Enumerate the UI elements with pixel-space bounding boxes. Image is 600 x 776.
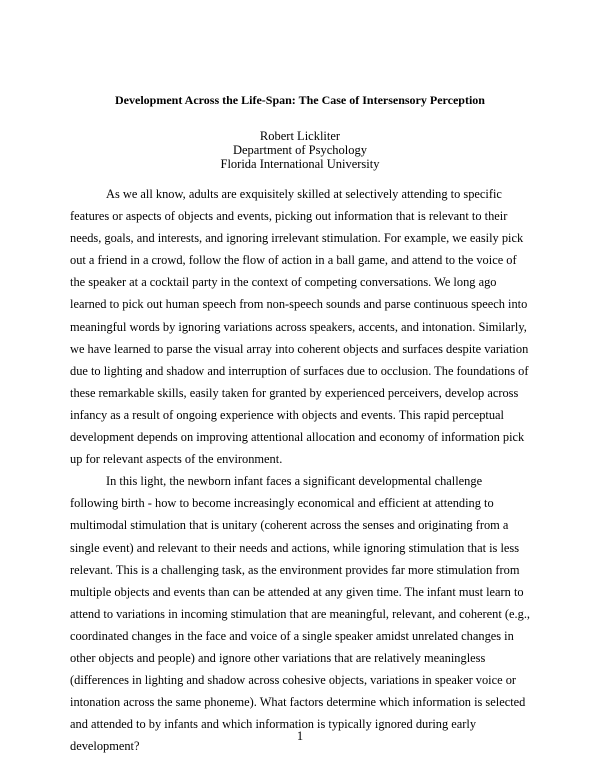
- author-university: Florida International University: [220, 157, 380, 171]
- paragraph-2: In this light, the newborn infant faces a significant developmental challenge following birth - how to become increasingly economical and efficient at attending to multimodal stimulation that is unitary (coherent across the senses and originating from a single event) and relevant to their needs and actions, while ignoring stimulation that is less relevant. This is a challenging task, as the environment provides far more stimulation from multiple objects and events than can be attended at any given time. The infant must learn to attend to variations in incoming stimulation that are meaningful, relevant, and coherent (e.g., coordinated changes in the face and voice of a single speaker amidst unrelated changes in other objects and people) and ignore other variations that are relatively meaningless (differences in lighting and shadow across cohesive objects, variations in speaker voice or intonation across the same phoneme). What factors determine which information is selected and attended to by infants and which information is typically ignored during early development?: [70, 474, 531, 754]
- author-block: [0, 129, 600, 171]
- page-number: 1: [296, 729, 304, 743]
- paper-title: Development Across the Life-Span: The Case of Intersensory Perception: [115, 93, 485, 107]
- author-department: Department of Psychology: [232, 143, 367, 157]
- author-name: Robert Lickliter: [259, 129, 341, 143]
- body-text: [70, 183, 532, 757]
- paragraph-1: As we all know, adults are exquisitely skilled at selectively attending to specific features or aspects of objects and events, picking out information that is relevant to their needs, goals, and interests, and ignoring irrelevant stimulation. For example, we easily pick out a friend in a crowd, follow the flow of action in a ball game, and attend to the voice of the speaker at a cocktail party in the context of competing conversations. We long ago learned to pick out human speech from non-speech sounds and parse continuous speech into meaningful words by ignoring variations across speakers, accents, and intonation. Similarly, we have learned to parse the visual array into coherent objects and surfaces despite variation due to lighting and shadow and interruption of surfaces due to occlusion. The foundations of these remarkable skills, easily taken for granted by experienced perceivers, develop across infancy as a result of ongoing experience with objects and events. This rapid perceptual development depends on improving attentional allocation and economy of information pick up for relevant aspects of the environment.: [70, 187, 529, 467]
